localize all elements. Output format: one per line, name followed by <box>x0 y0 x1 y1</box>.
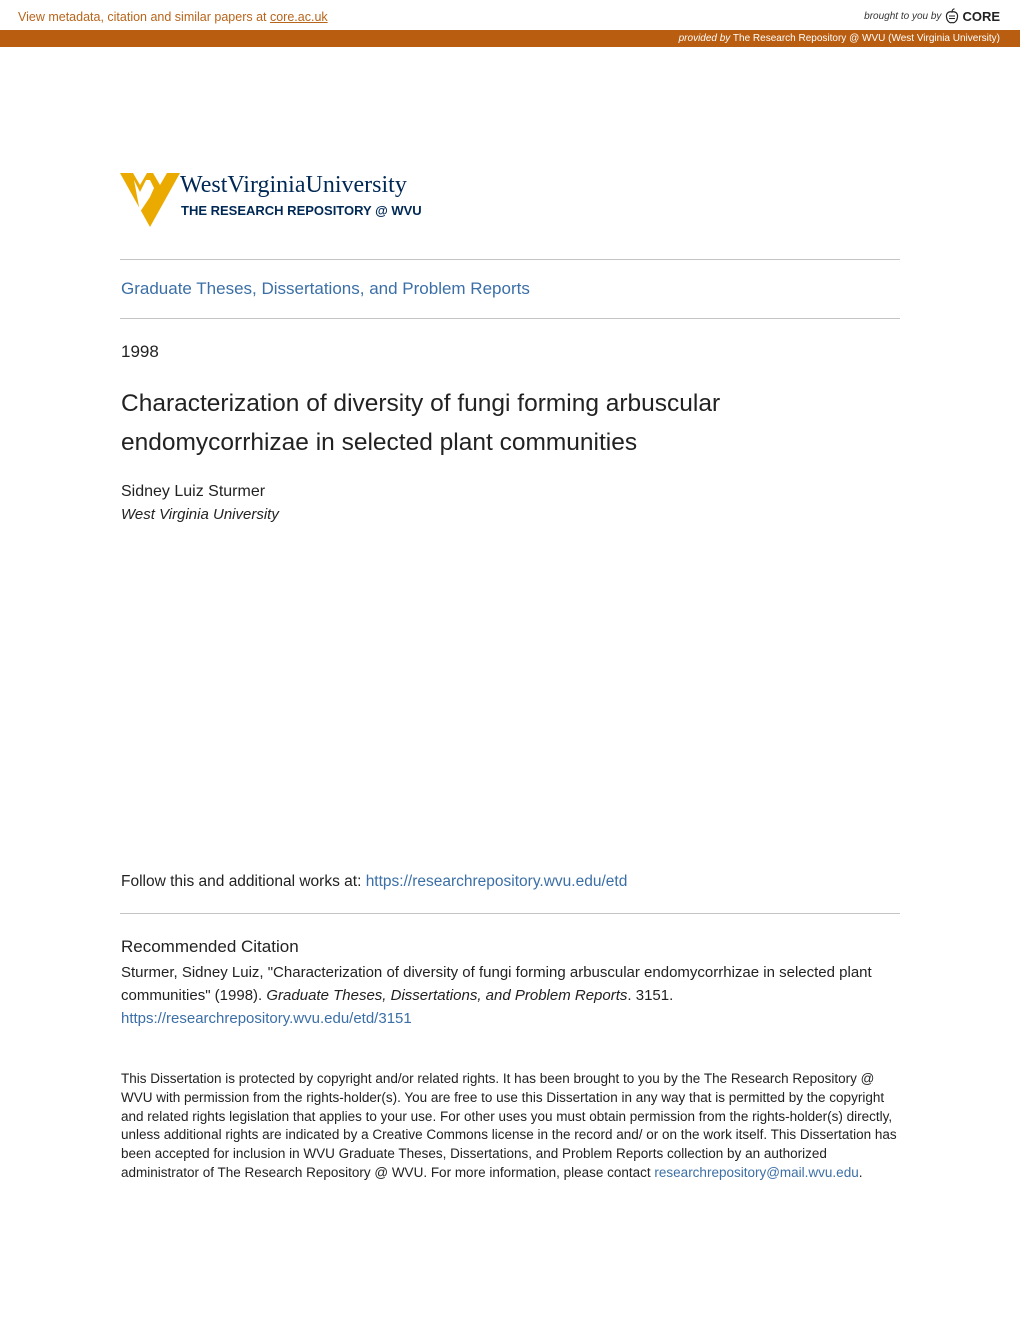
core-logo <box>945 8 1000 24</box>
rights-text: This Dissertation is protected by copyright and/or related rights. It has been brought to you by the The Research Repository @ WVU with permission from the rights-holder(s). You are free to use this Dissertation in any way that is permitted by the copyright and related rights legislation that applies to your use. For other uses you must obtain permission from the rights-holder(s) directly, unless additional rights are indicated by a Creative Commons license in the record and/ or on the work itself. This Dissertation has been accepted for inclusion in WVU Graduate Theses, Dissertations, and Problem Reports collection by an authorized administrator of The Research Repository @ WVU. For more information, please contact <box>121 1071 897 1180</box>
core-link[interactable]: core.ac.uk <box>269 10 328 24</box>
author-affiliation: West Virginia University <box>121 506 279 523</box>
core-banner <box>0 0 1020 30</box>
citation-text: Sturmer, Sidney Luiz, "Characterization of diversity of fungi forming arbuscular endomycorrhizae in selected plant communities" (1998). <box>121 964 872 1004</box>
follow-line <box>121 873 627 891</box>
university-name: WestVirginiaUniversity <box>180 172 407 198</box>
citation-series: Graduate Theses, Dissertations, and Problem Reports <box>266 987 628 1004</box>
citation-link[interactable]: https://researchrepository.wvu.edu/etd/3151 <box>121 1010 412 1027</box>
core-label: CORE <box>962 8 1000 24</box>
core-metadata-text: View metadata, citation and similar papers at <box>18 10 270 24</box>
author-name[interactable]: Sidney Luiz Sturmer <box>121 483 266 500</box>
wvu-logo[interactable] <box>120 170 480 230</box>
wvu-flying-wv-icon <box>120 170 180 228</box>
follow-text: Follow this and additional works at: <box>121 873 366 890</box>
publication-year: 1998 <box>121 342 159 361</box>
citation-body <box>121 961 881 1030</box>
provided-by-prefix: provided by <box>678 33 731 44</box>
document-title: Characterization of diversity of fungi forming arbuscular endomycorrhizae in selected plant communities <box>121 390 721 456</box>
rights-statement <box>121 1070 901 1183</box>
rights-end: . <box>858 1164 863 1180</box>
etd-link[interactable]: https://researchrepository.wvu.edu/etd <box>365 873 628 890</box>
repository-name: THE RESEARCH REPOSITORY @ WVU <box>181 203 422 218</box>
brought-to-you-text: brought to you by <box>864 10 942 22</box>
provided-by-strip <box>0 30 1020 47</box>
citation-number: . 3151. <box>627 987 674 1004</box>
series-link[interactable]: Graduate Theses, Dissertations, and Problem Reports <box>121 279 530 298</box>
divider-follow <box>120 913 900 914</box>
core-apple-icon <box>945 8 959 24</box>
divider-top <box>120 259 900 260</box>
citation-heading: Recommended Citation <box>121 937 299 956</box>
core-brand[interactable] <box>864 8 1000 24</box>
provided-by-source[interactable]: The Research Repository @ WVU (West Virginia University) <box>730 33 1000 44</box>
contact-email-link[interactable]: researchrepository@mail.wvu.edu <box>654 1164 859 1180</box>
divider-series <box>120 318 900 319</box>
core-metadata-line <box>18 10 328 24</box>
